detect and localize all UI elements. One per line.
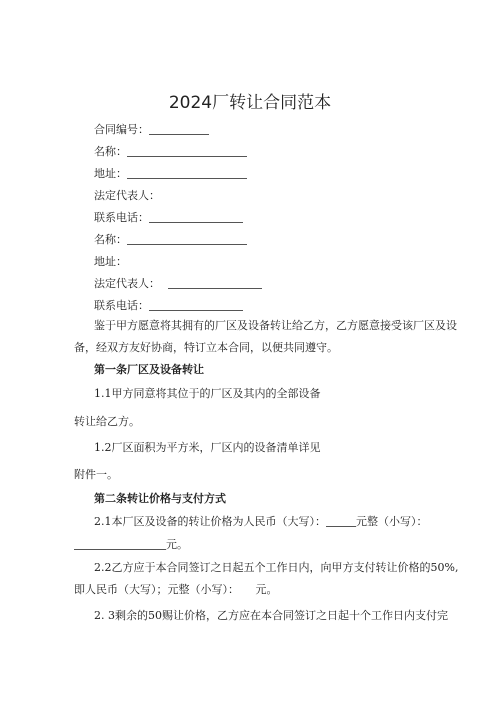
article-1-1-line: 1.1甲方同意将其位于的厂区及其内的全部设备 [94,387,321,400]
party-b-name-blank[interactable] [127,234,247,245]
price-uppercase-blank[interactable] [326,516,356,527]
article-1-heading: 第一条厂区及设备转让 [94,363,204,376]
party-a-phone-label: 联系电话： [94,211,149,224]
article-1-1-continuation: 转让给乙方。 [74,415,140,428]
party-b-address-label: 地址： [94,255,127,268]
article-2-2-line-2: 即人民币（大写）；元整（小写）： 元。 [74,583,278,596]
party-b-rep-blank[interactable] [168,278,262,289]
page-title: 2024厂转让合同范本 [168,93,332,113]
preamble-line-2: 备，经双方友好协商，特订立本合同，以便共同遵守。 [74,341,338,354]
party-a-rep-line [94,189,160,203]
party-a-address-line [94,167,247,181]
party-b-rep-label: 法定代表人： [94,277,160,290]
party-b-address-line [94,255,127,269]
contract-number-line [94,123,209,137]
article-2-1-line [94,515,428,529]
party-a-phone-blank[interactable] [149,212,243,223]
party-b-phone-line [94,299,243,313]
price-lowercase-blank[interactable] [74,539,166,550]
article-2-heading: 第二条转让价格与支付方式 [94,492,226,505]
party-a-name-blank[interactable] [127,146,247,157]
party-a-phone-line [94,211,243,225]
party-b-name-line [94,233,247,247]
article-2-1-text-b: 元整（小写）： [356,515,428,528]
party-a-rep-label: 法定代表人： [94,189,160,202]
article-1-2-line: 1.2厂区面积为平方米，厂区内的设备清单详见 [94,441,321,454]
article-2-2-paragraph [74,557,459,601]
party-b-phone-blank[interactable] [149,300,243,311]
party-b-phone-label: 联系电话： [94,299,149,312]
party-a-name-label: 名称： [94,145,127,158]
party-b-name-label: 名称： [94,233,127,246]
party-b-rep-line [94,277,262,291]
party-a-address-blank[interactable] [127,168,247,179]
preamble-paragraph [74,315,457,359]
contract-number-label: 合同编号： [94,123,149,136]
article-1-2-continuation: 附件一。 [74,468,118,481]
contract-number-blank[interactable] [149,124,209,135]
article-2-1-text-a: 2.1本厂区及设备的转让价格为人民币（大写）： [94,515,326,528]
party-a-name-line [94,145,247,159]
party-a-address-label: 地址： [94,167,127,180]
article-2-1-text-c: 元。 [166,538,188,551]
article-2-3-line: 2. 3剩余的50赐让价格，乙方应在本合同签订之日起十个工作日内支付完 [94,609,448,622]
article-2-2-line-1: 2.2乙方应于本合同签订之日起五个工作日内，向甲方支付转让价格的50%, [94,561,459,574]
article-2-1-continuation [74,538,188,552]
preamble-line-1: 鉴于甲方愿意将其拥有的厂区及设备转让给乙方，乙方愿意接受该厂区及设 [94,319,457,332]
